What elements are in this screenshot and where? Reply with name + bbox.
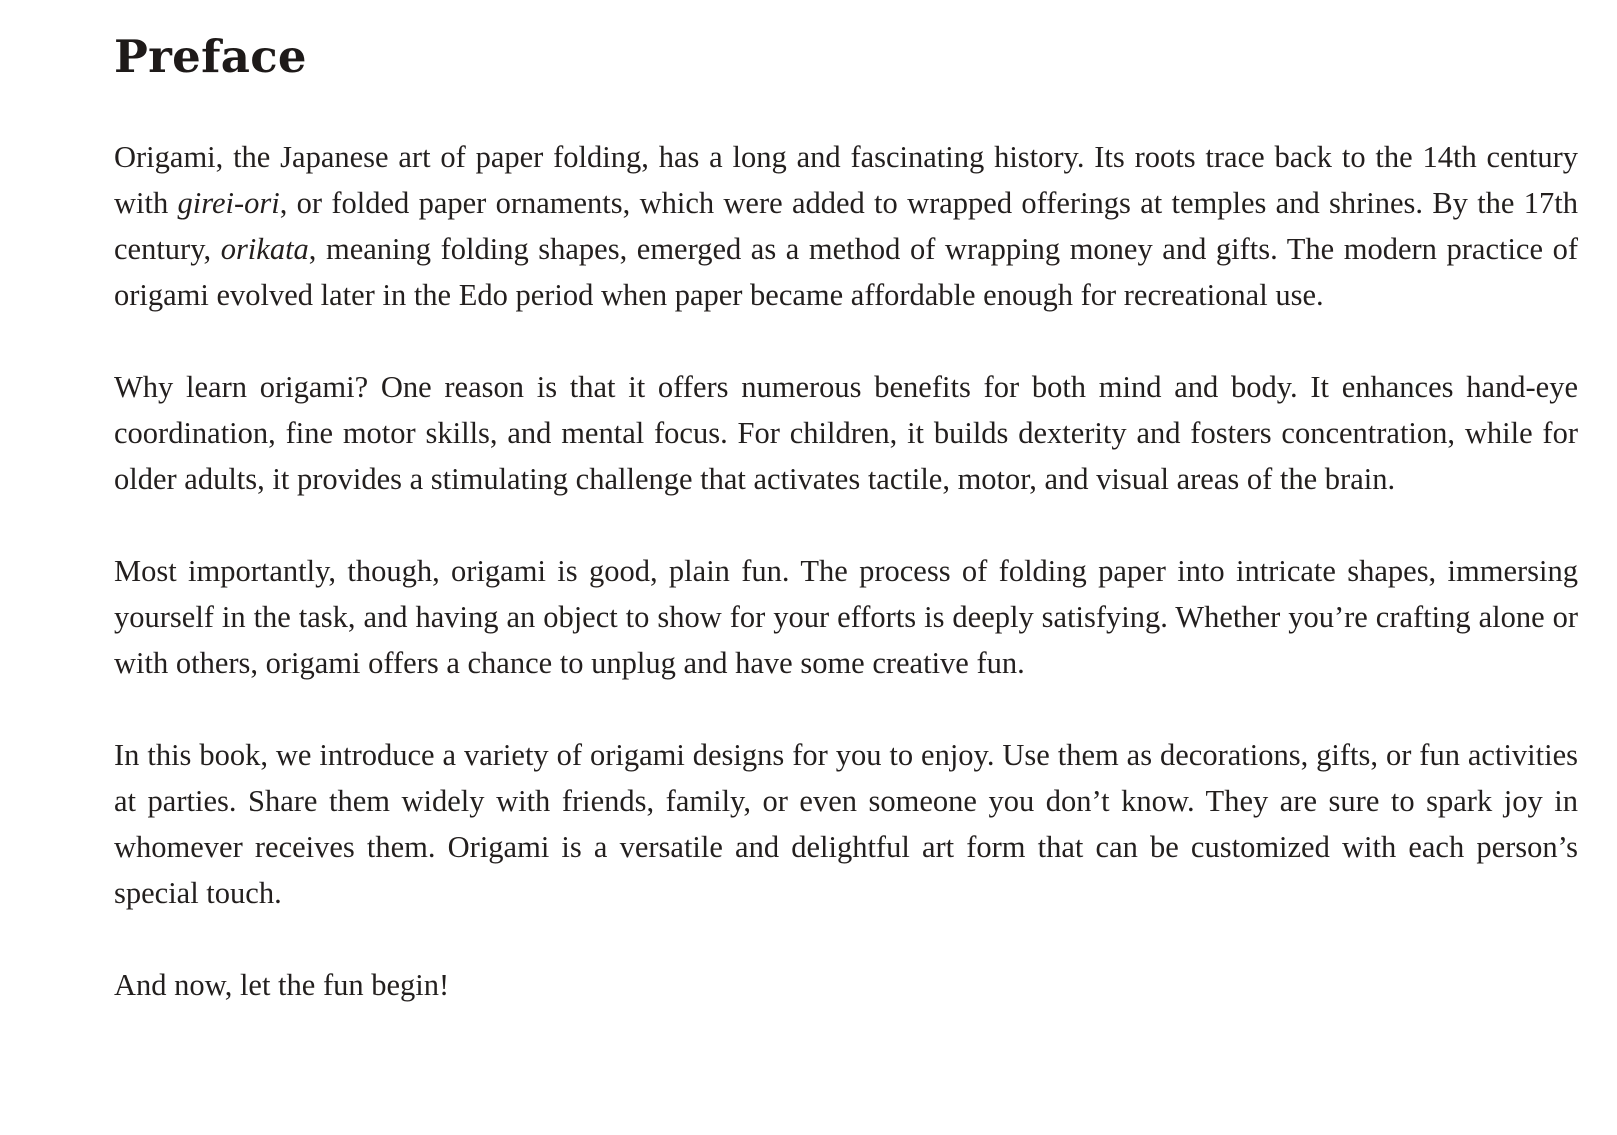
paragraph-3 <box>114 548 1578 686</box>
paragraph-4 <box>114 732 1578 916</box>
paragraph-1 <box>114 134 1578 318</box>
paragraph-5 <box>114 962 1578 1008</box>
italic-term: girei-ori <box>177 186 280 220</box>
document-page <box>114 30 1578 1008</box>
paragraph-text: In this book, we introduce a variety of origami designs for you to enjoy. Use them as decorations, gifts, or fun activities at parties. Share them widely with friends, family, or even someone you don’t know. They are sure to spark joy in whomever receives them. Origami is a versatile and delightful art form that can be customized with each person’s special touch. <box>114 738 1578 910</box>
paragraph-text: Most importantly, though, origami is good, plain fun. The process of folding paper into intricate shapes, immersing yourself in the task, and having an object to show for your efforts is deeply satisfying. Whether you’re crafting alone or with others, origami offers a chance to unplug and have some creative fun. <box>114 554 1578 680</box>
paragraph-text: , or folded paper ornaments, which were added to wrapped offerings at temples and shrines. By the 17th century, <box>114 186 1578 266</box>
italic-term: orikata <box>220 232 309 266</box>
paragraph-text: Why learn origami? One reason is that it offers numerous benefits for both mind and body. It enhances hand-eye coordination, fine motor skills, and mental focus. For children, it builds dexterity and fosters concentration, while for older adults, it provides a stimulating challenge that activates tactile, motor, and visual areas of the brain. <box>114 370 1578 496</box>
paragraph-text: And now, let the fun begin! <box>114 968 450 1002</box>
page-title: Preface <box>114 30 307 83</box>
paragraph-2 <box>114 364 1578 502</box>
paragraph-text: Origami, the Japanese art of paper folding, has a long and fascinating history. Its roots trace back to the 14th century with <box>114 140 1578 220</box>
paragraph-text: , meaning folding shapes, emerged as a method of wrapping money and gifts. The modern practice of origami evolved later in the Edo period when paper became affordable enough for recreational use. <box>114 232 1578 312</box>
paragraph-list <box>114 134 1578 1008</box>
